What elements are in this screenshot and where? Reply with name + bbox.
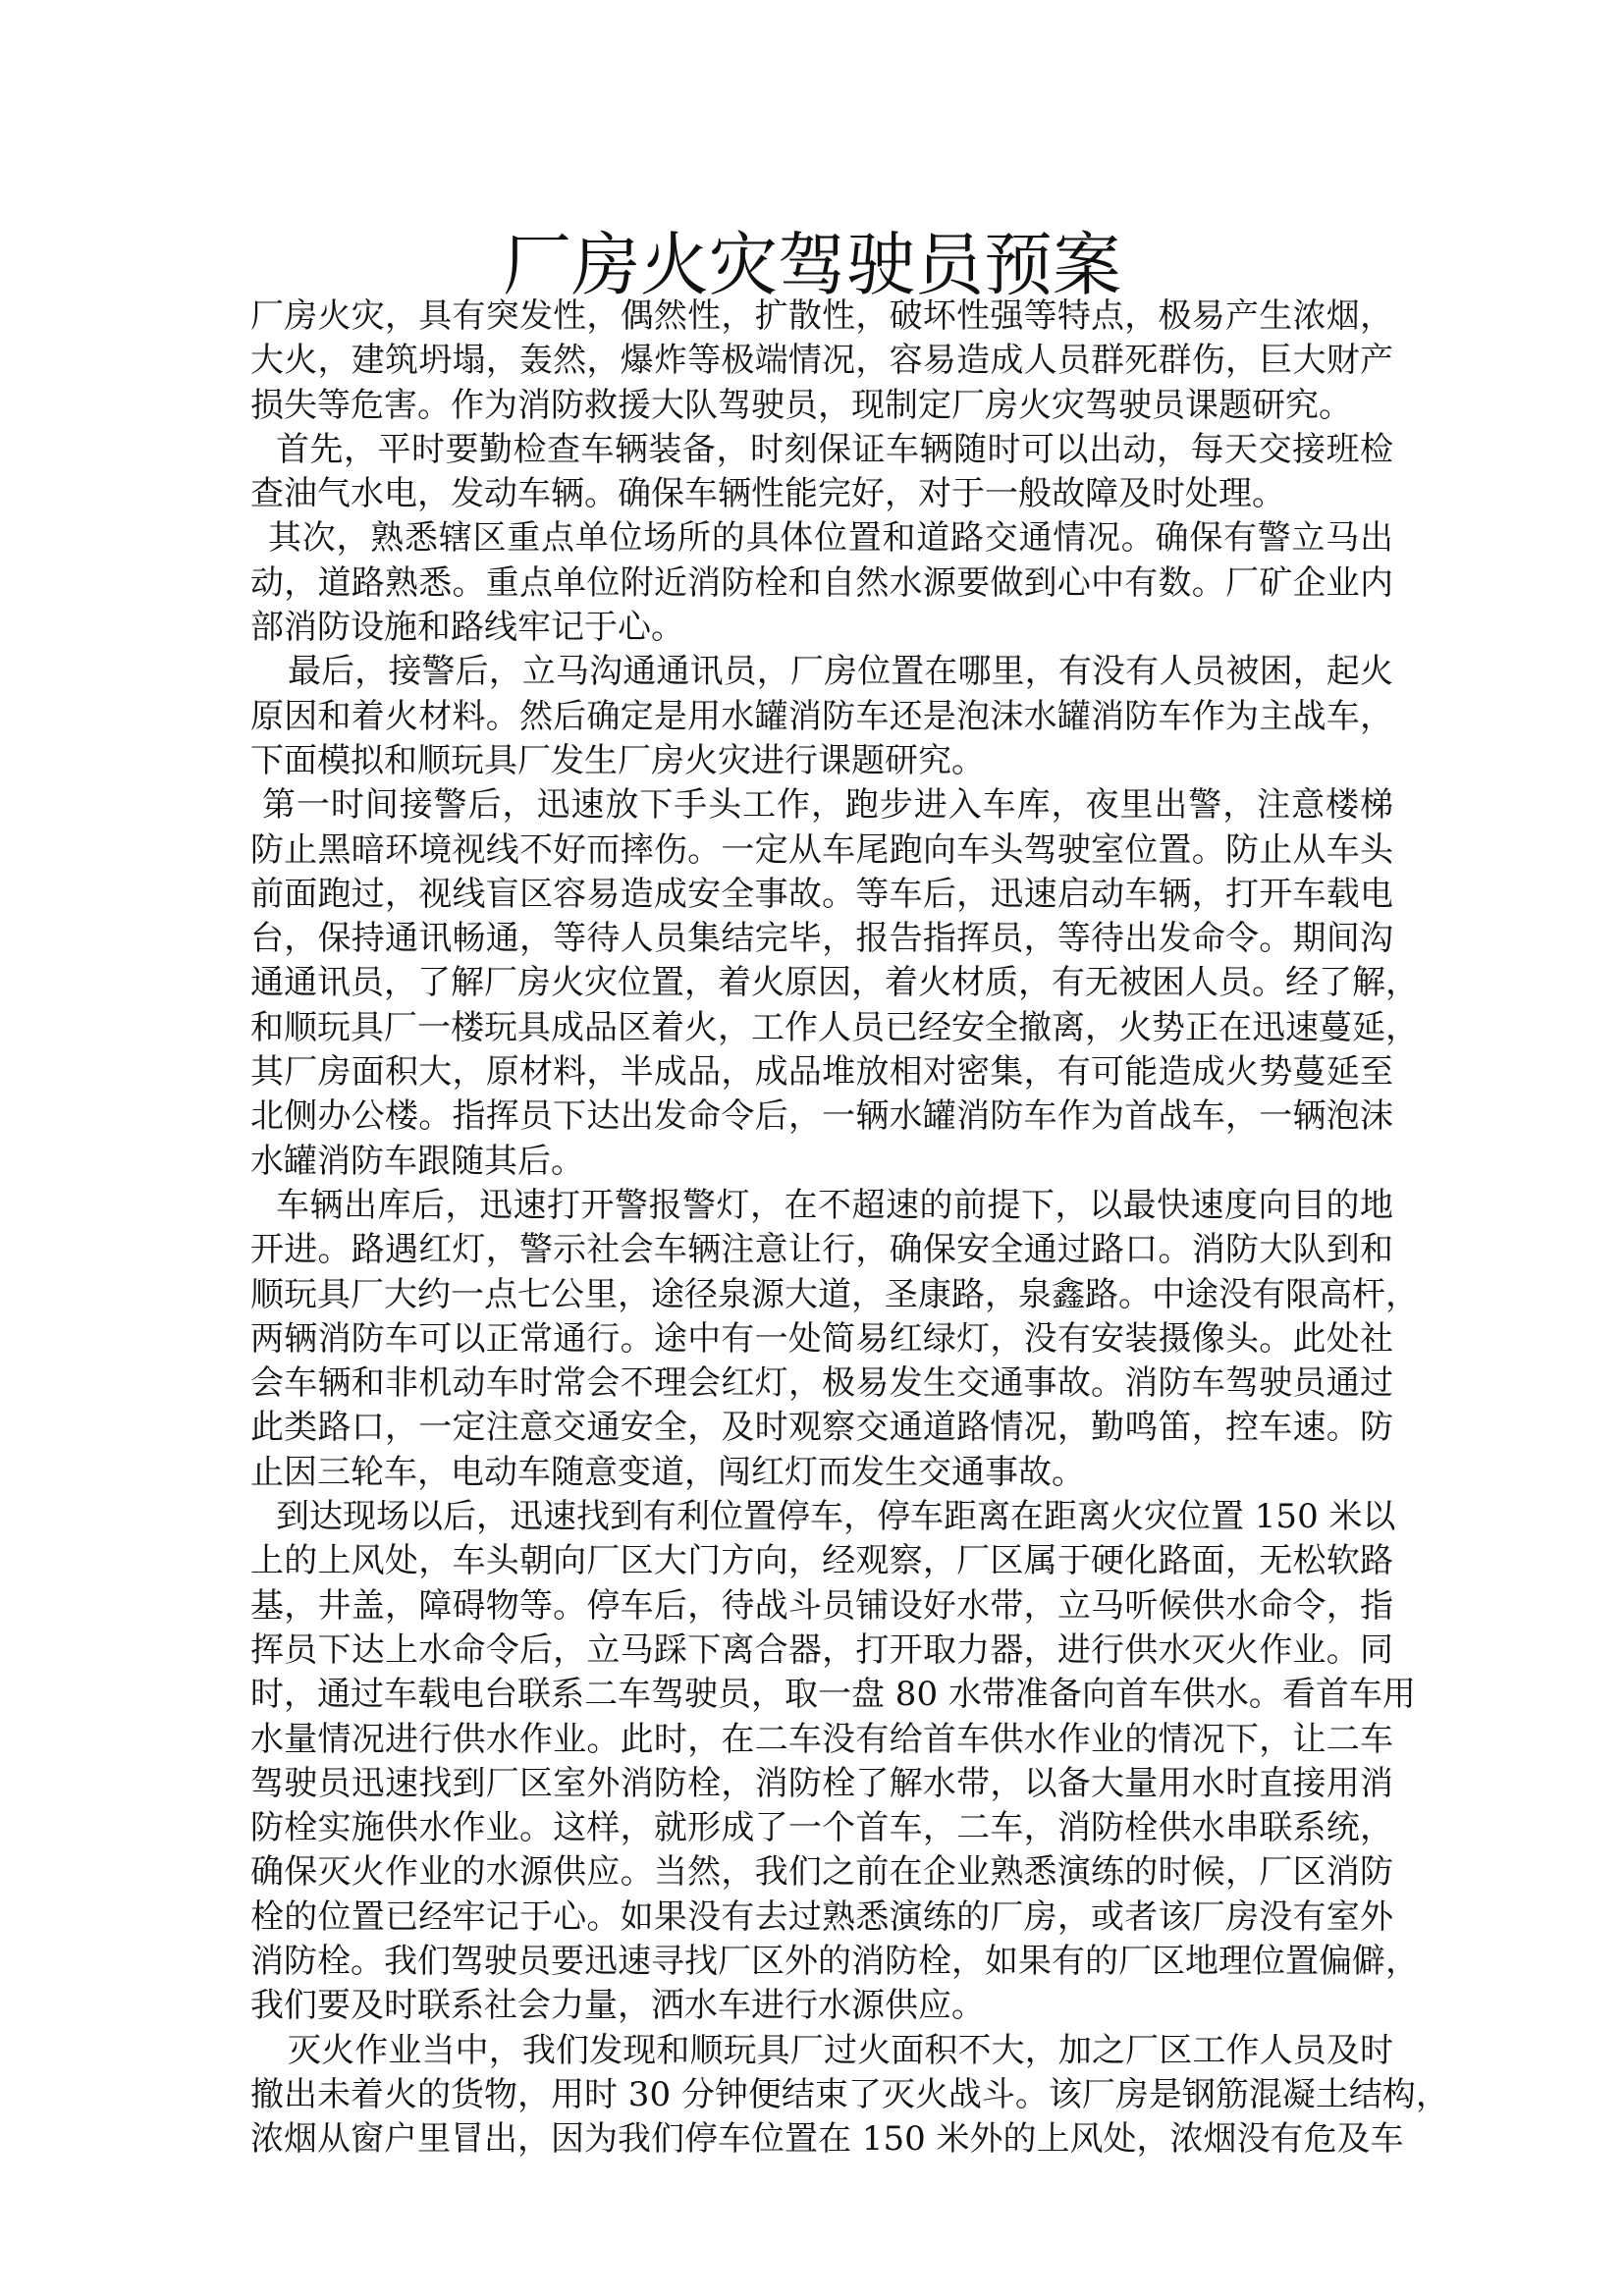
- paragraph: [250, 1184, 1419, 1495]
- text-line: 原因和着火材料。然后确定是用水罐消防车还是泡沫水罐消防车作为主战车，: [250, 696, 1393, 736]
- text-line: 顺玩具厂大约一点七公里，途径泉源大道，圣康路，泉鑫路。中途没有限高杆，: [250, 1274, 1419, 1314]
- text-line: 水量情况进行供水作业。此时，在二车没有给首车供水作业的情况下，让二车: [250, 1719, 1393, 1759]
- text-line: 此类路口，一定注意交通安全，及时观察交通道路情况，勤鸣笛，控车速。防: [250, 1408, 1393, 1448]
- text-line: 首先，平时要勤检查车辆装备，时刻保证车辆随时可以出动，每天交接班检: [276, 429, 1393, 469]
- text-line: 止因三轮车，电动车随意变道，闯红灯而发生交通事故。: [250, 1452, 1085, 1492]
- paragraph: [250, 428, 1393, 517]
- text-line: 撤出未着火的货物，用时 30 分钟便结束了灭火战斗。该厂房是钢筋混凝土结构，: [250, 2074, 1449, 2114]
- text-line: 栓的位置已经牢记于心。如果没有去过熟悉演练的厂房，或者该厂房没有室外: [250, 1896, 1393, 1937]
- document-title: 厂房火灾驾驶员预案: [503, 225, 1121, 305]
- text-line: 基，井盖，障碍物等。停车后，待战斗员铺设好水带，立马听候供水命令，指: [250, 1585, 1393, 1626]
- text-line: 上的上风处，车头朝向厂区大门方向，经观察，厂区属于硬化路面，无松软路: [250, 1541, 1393, 1581]
- text-line: 到达现场以后，迅速找到有利位置停车，停车距离在距离火灾位置 150 米以: [276, 1497, 1396, 1537]
- text-line: 损失等危害。作为消防救援大队驾驶员，现制定厂房火灾驾驶员课题研究。: [250, 385, 1352, 425]
- text-line: 防栓实施供水作业。这样，就形成了一个首车，二车，消防栓供水串联系统，: [250, 1808, 1393, 1848]
- text-line: 其厂房面积大，原材料，半成品，成品堆放相对密集，有可能造成火势蔓延至: [250, 1052, 1393, 1093]
- text-line: 第一时间接警后，迅速放下手头工作，跑步进入车库，夜里出警，注意楼梯: [262, 785, 1393, 826]
- text-line: 动，道路熟悉。重点单位附近消防栓和自然水源要做到心中有数。厂矿企业内: [250, 562, 1393, 603]
- text-line: 水罐消防车跟随其后。: [250, 1141, 584, 1181]
- text-line: 车辆出库后，迅速打开警报警灯，在不超速的前提下，以最快速度向目的地: [276, 1185, 1393, 1225]
- text-line: 厂房火灾，具有突发性，偶然性，扩散性，破坏性强等特点，极易产生浓烟，: [250, 296, 1393, 336]
- text-line: 会车辆和非机动车时常会不理会红灯，极易发生交通事故。消防车驾驶员通过: [250, 1363, 1393, 1404]
- text-line: 时，通过车载电台联系二车驾驶员，取一盘 80 水带准备向首车供水。看首车用: [250, 1675, 1416, 1715]
- text-line: 部消防设施和路线牢记于心。: [250, 608, 684, 648]
- text-line: 大火，建筑坍塌，轰然，爆炸等极端情况，容易造成人员群死群伤，巨大财产: [250, 341, 1393, 381]
- text-line: 和顺玩具厂一楼玩具成品区着火，工作人员已经安全撤离，火势正在迅速蔓延，: [250, 1007, 1419, 1047]
- text-line: 查油气水电，发动车辆。确保车辆性能完好，对于一般故障及时处理。: [250, 474, 1285, 514]
- paragraph: [250, 2029, 1449, 2163]
- text-line: 前面跑过，视线盲区容易造成安全事故。等车后，迅速启动车辆，打开车载电: [250, 874, 1393, 914]
- text-line: 通通讯员，了解厂房火灾位置，着火原因，着火材质，有无被困人员。经了解，: [250, 963, 1419, 1003]
- text-line: 消防栓。我们驾驶员要迅速寻找厂区外的消防栓，如果有的厂区地理位置偏僻，: [250, 1941, 1419, 1981]
- paragraph: [250, 783, 1419, 1184]
- paragraph: [250, 650, 1393, 783]
- text-line: 驾驶员迅速找到厂区室外消防栓，消防栓了解水带，以备大量用水时直接用消: [250, 1763, 1393, 1803]
- text-line: 我们要及时联系社会力量，洒水车进行水源供应。: [250, 1986, 985, 2026]
- paragraph: [250, 1495, 1419, 2029]
- text-line: 防止黑暗环境视线不好而摔伤。一定从车尾跑向车头驾驶室位置。防止从车头: [250, 829, 1393, 870]
- text-line: 确保灭火作业的水源供应。当然，我们之前在企业熟悉演练的时候，厂区消防: [250, 1852, 1393, 1893]
- text-line: 灭火作业当中，我们发现和顺玩具厂过火面积不大，加之厂区工作人员及时: [288, 2030, 1393, 2070]
- text-line: 北侧办公楼。指挥员下达出发命令后，一辆水罐消防车作为首战车，一辆泡沫: [250, 1096, 1393, 1137]
- paragraph: [250, 516, 1393, 650]
- text-line: 最后，接警后，立马沟通通讯员，厂房位置在哪里，有没有人员被困，起火: [288, 652, 1393, 692]
- text-line: 台，保持通讯畅通，等待人员集结完毕，报告指挥员，等待出发命令。期间沟: [250, 919, 1393, 959]
- text-line: 其次，熟悉辖区重点单位场所的具体位置和道路交通情况。确保有警立马出: [268, 518, 1393, 559]
- document-body: [250, 294, 1449, 2162]
- text-line: 开进。路遇红灯，警示社会车辆注意让行，确保安全通过路口。消防大队到和: [250, 1230, 1393, 1270]
- text-line: 浓烟从窗户里冒出，因为我们停车位置在 150 米外的上风处，浓烟没有危及车: [250, 2119, 1404, 2160]
- paragraph: [250, 294, 1393, 428]
- text-line: 挥员下达上水命令后，立马踩下离合器，打开取力器，进行供水灭火作业。同: [250, 1629, 1393, 1670]
- text-line: 两辆消防车可以正常通行。途中有一处简易红绿灯，没有安装摄像头。此处社: [250, 1318, 1393, 1359]
- text-line: 下面模拟和顺玩具厂发生厂房火灾进行课题研究。: [250, 740, 985, 780]
